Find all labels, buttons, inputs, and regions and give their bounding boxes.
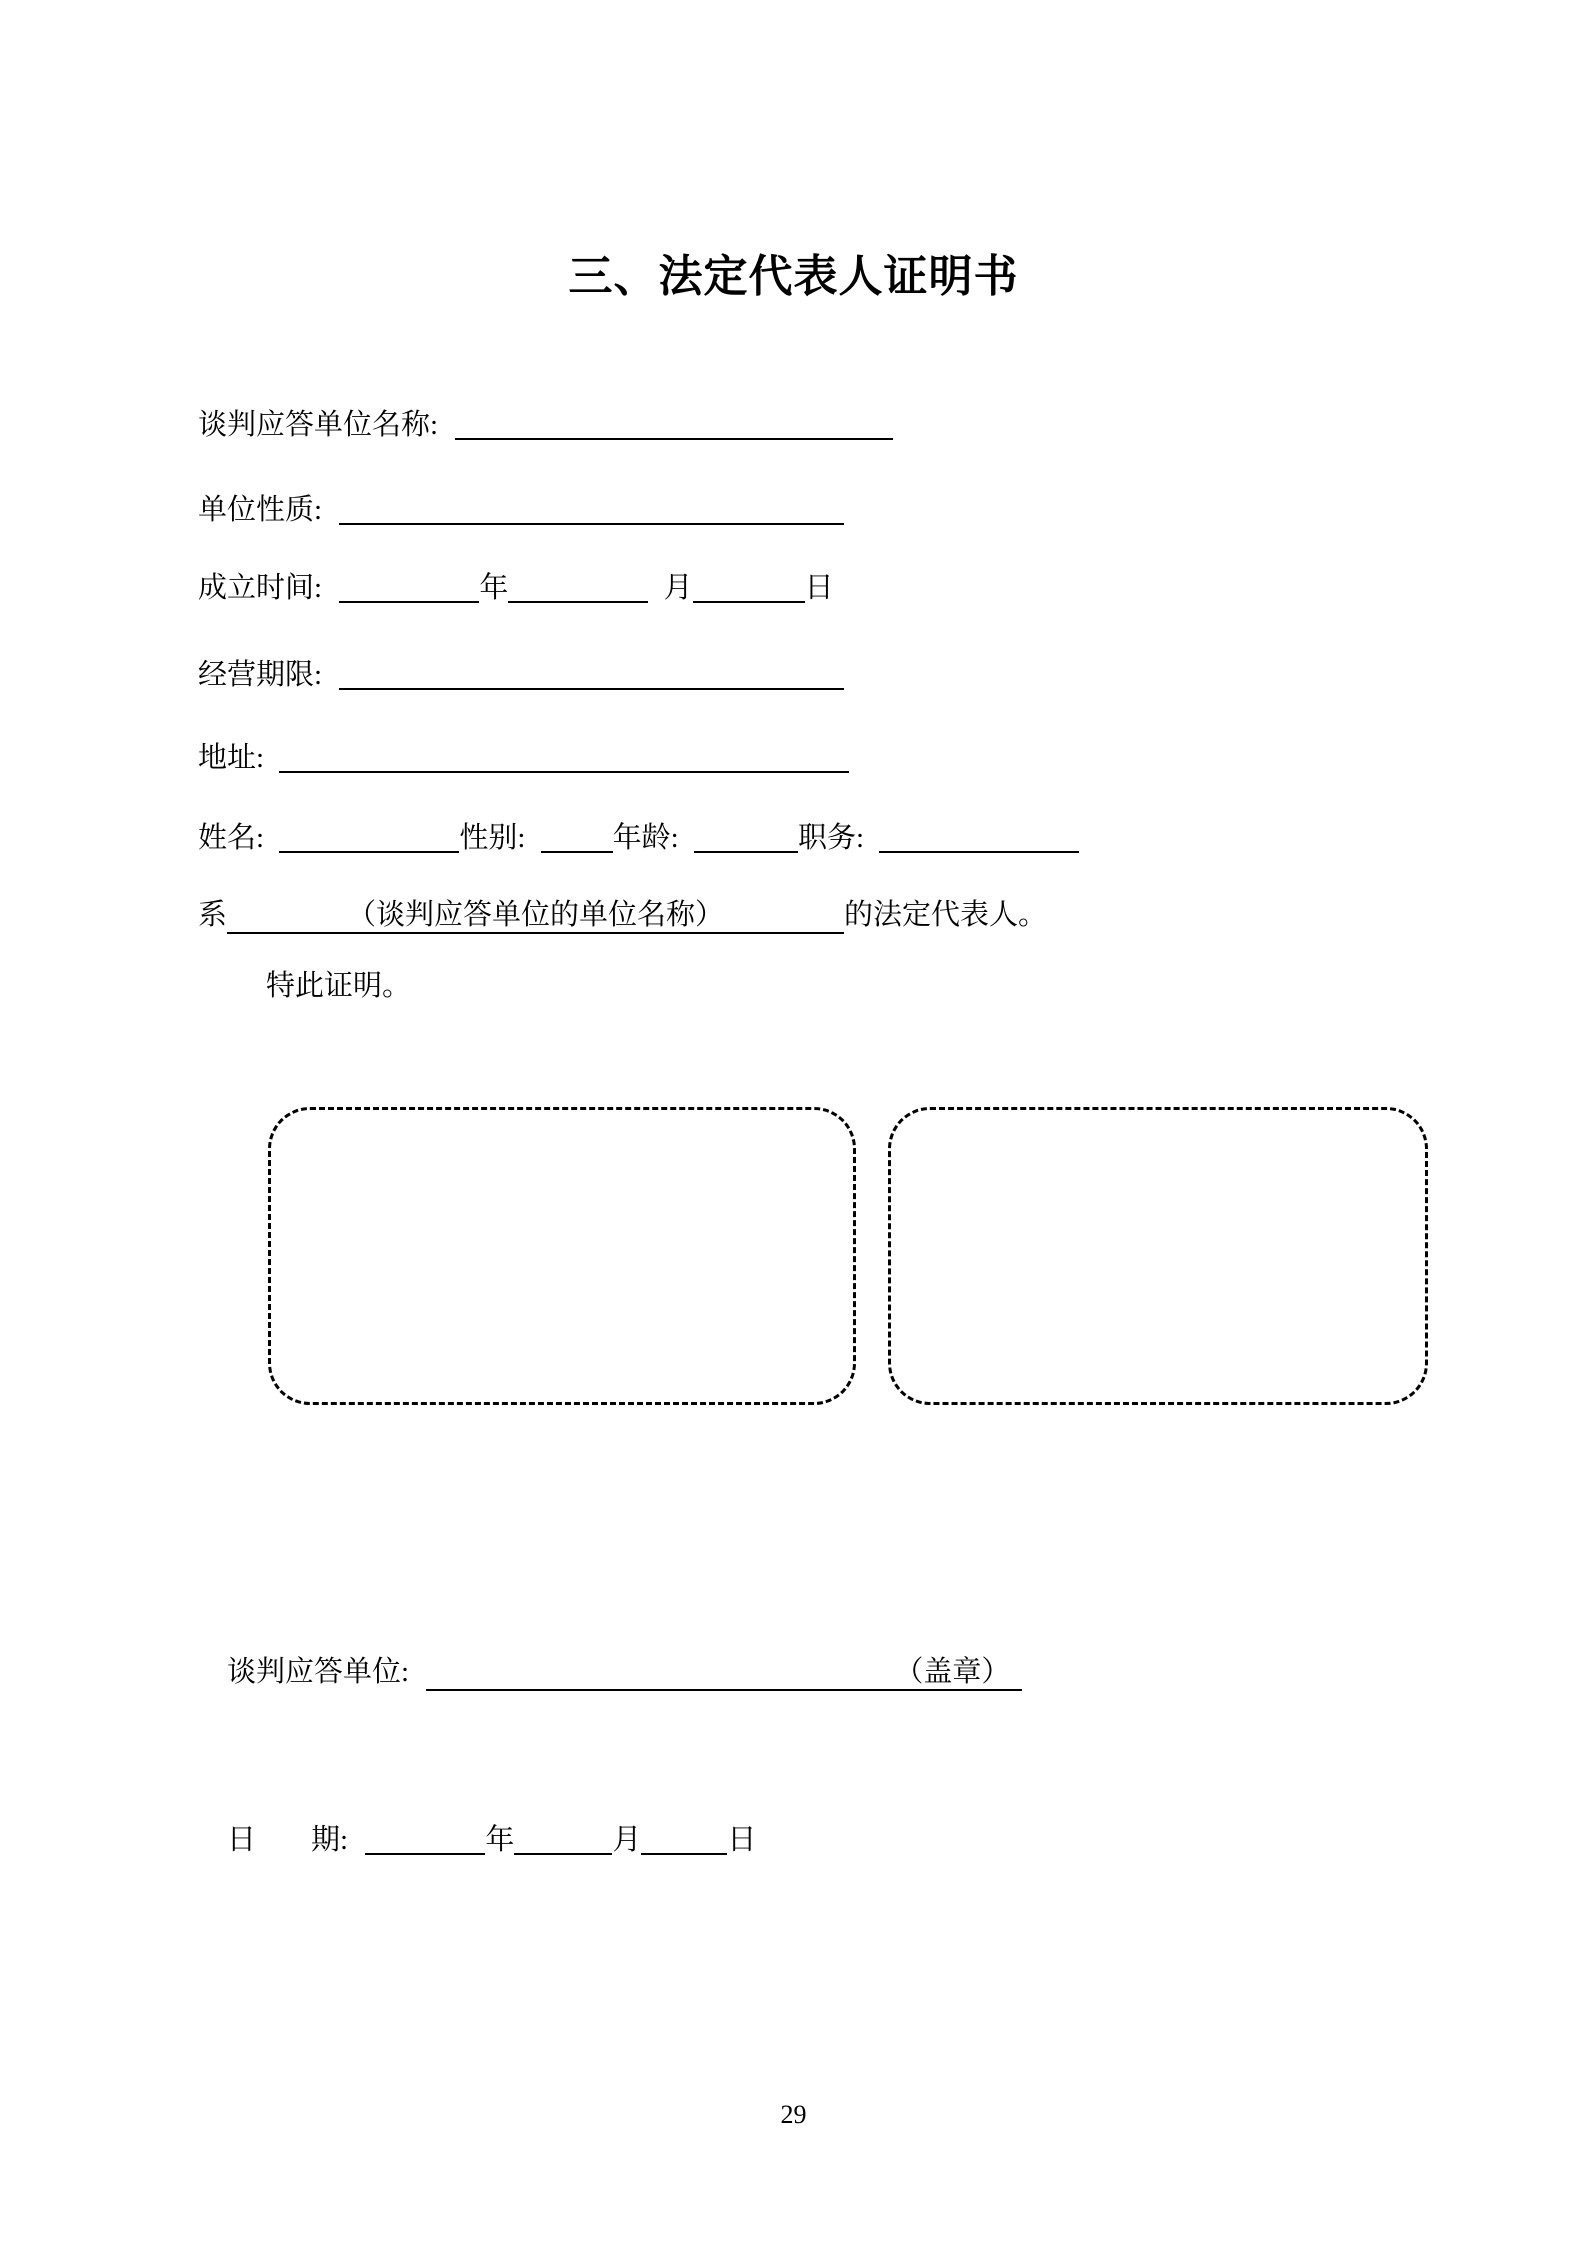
date-year-blank[interactable] xyxy=(365,1827,485,1855)
business-term-line xyxy=(198,655,844,695)
unit-nature-blank[interactable] xyxy=(339,497,844,525)
gender-blank[interactable] xyxy=(541,825,613,853)
certify-line xyxy=(266,966,411,1006)
legal-rep-suffix: 的法定代表人。 xyxy=(844,899,1048,931)
seal-label: （盖章） xyxy=(894,1656,1011,1688)
position-label: 职务: xyxy=(797,822,864,854)
relation-prefix: 系 xyxy=(198,899,228,931)
seal-box-right[interactable] xyxy=(888,1107,1428,1405)
age-label: 年龄: xyxy=(612,822,679,854)
person-info-line xyxy=(198,818,1079,858)
footer-year-char: 年 xyxy=(485,1824,515,1856)
date-month-blank[interactable] xyxy=(514,1827,612,1855)
certify-text: 特此证明。 xyxy=(266,970,412,1002)
business-term-label: 经营期限: xyxy=(198,659,323,691)
day-char: 日 xyxy=(804,572,834,604)
name-label: 姓名: xyxy=(198,822,265,854)
established-label: 成立时间: xyxy=(198,572,323,604)
seal-box-left[interactable] xyxy=(268,1107,856,1405)
address-line xyxy=(198,738,849,778)
footer-unit-underlined-group[interactable] xyxy=(426,1655,1022,1691)
footer-month-char: 月 xyxy=(612,1824,642,1856)
footer-unit-line xyxy=(227,1652,1022,1692)
established-day-blank[interactable] xyxy=(693,575,805,603)
year-char: 年 xyxy=(479,572,509,604)
name-blank[interactable] xyxy=(279,825,459,853)
page-title: 三、法定代表人证明书 xyxy=(568,252,1019,301)
age-blank[interactable] xyxy=(694,825,798,853)
page-number: 29 xyxy=(780,2100,807,2129)
date-day-label: 日 xyxy=(227,1824,257,1856)
business-term-blank[interactable] xyxy=(339,662,844,690)
unit-nature-line xyxy=(198,490,844,530)
established-line xyxy=(198,568,834,608)
month-char: 月 xyxy=(663,572,693,604)
address-label: 地址: xyxy=(198,742,265,774)
footer-unit-label: 谈判应答单位: xyxy=(227,1656,410,1688)
position-blank[interactable] xyxy=(879,825,1079,853)
address-blank[interactable] xyxy=(279,745,849,773)
established-year-blank[interactable] xyxy=(339,575,479,603)
footer-date-line xyxy=(227,1820,756,1860)
unit-name-paren-note: （谈判应答单位的单位名称） xyxy=(347,899,725,931)
footer-day-char: 日 xyxy=(727,1824,757,1856)
unit-nature-label: 单位性质: xyxy=(198,494,323,526)
unit-name-line xyxy=(198,405,893,445)
legal-rep-line xyxy=(198,895,1047,935)
unit-name-label: 谈判应答单位名称: xyxy=(198,409,439,441)
legal-rep-underlined-group[interactable] xyxy=(227,898,844,934)
date-day-blank[interactable] xyxy=(641,1827,727,1855)
unit-name-blank[interactable] xyxy=(455,412,893,440)
gender-label: 性别: xyxy=(459,822,526,854)
established-month-blank[interactable] xyxy=(508,575,648,603)
date-qi-label: 期: xyxy=(311,1824,349,1856)
